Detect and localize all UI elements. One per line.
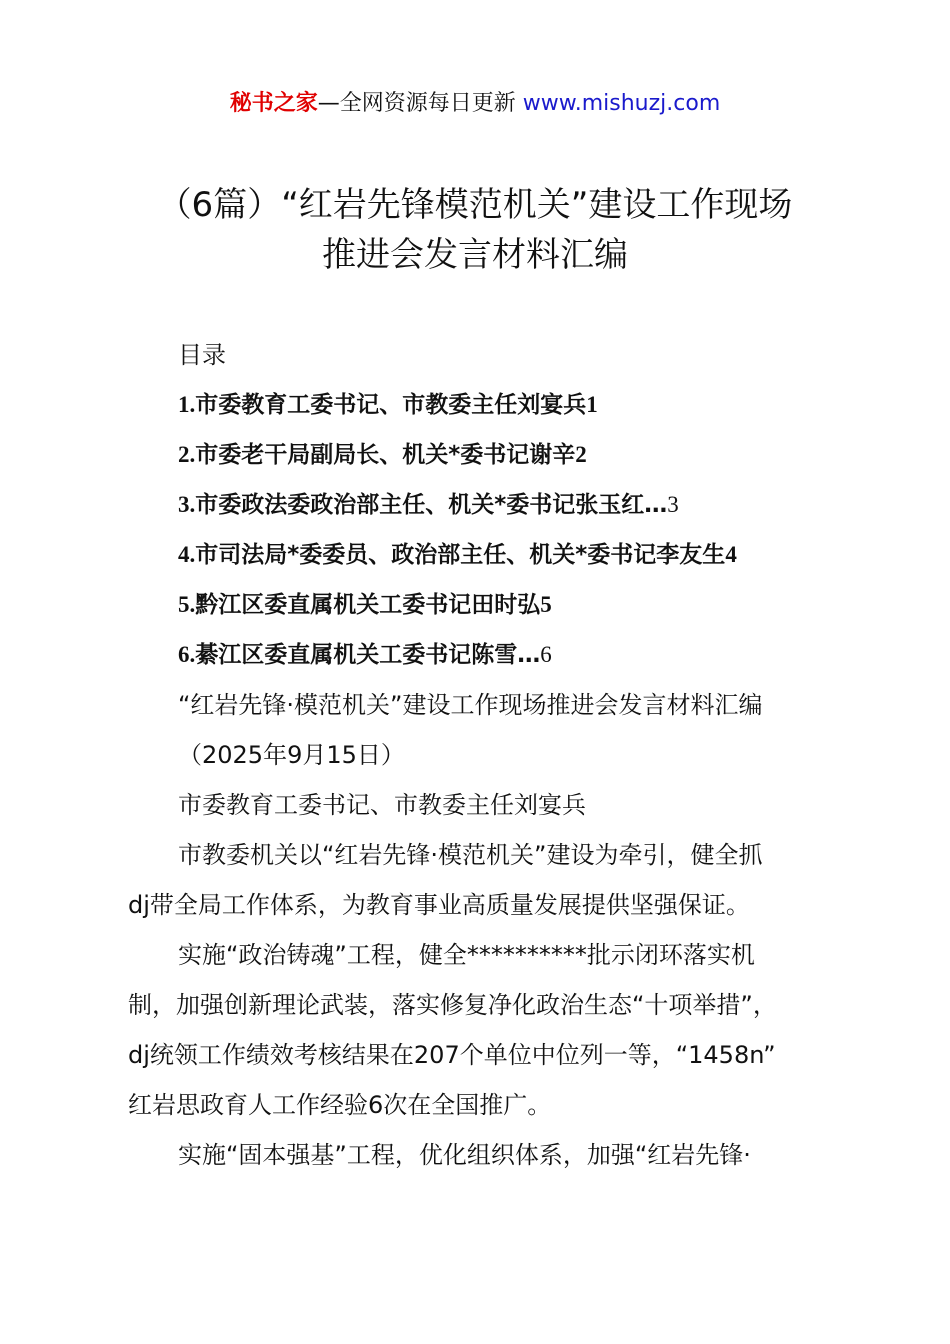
site-tagline: —全网资源每日更新: [317, 91, 516, 116]
paragraph-2-line-2: 制，加强创新理论武装，落实修复净化政治生态“十项举措”，: [128, 991, 777, 1019]
body-speaker: 市委教育工委书记、市教委主任刘宴兵: [178, 791, 586, 819]
site-url-link[interactable]: www.mishuzj.com: [522, 91, 721, 116]
toc-item-text: 市委政法委政治部主任、机关*委书记张玉红…: [195, 492, 668, 518]
toc-item-page: 1: [586, 392, 598, 417]
toc-item-text: 黔江区委直属机关工委书记田时弘: [195, 592, 541, 618]
toc-item-number: 5.: [178, 592, 196, 617]
title-line-1: （6篇）“红岩先锋模范机关”建设工作现场: [157, 185, 793, 225]
paragraph-2-line-4: 红岩思政育人工作经验6次在全国推广。: [128, 1091, 552, 1119]
toc-item-number: 2.: [178, 442, 196, 467]
toc-item-page: 2: [575, 442, 587, 467]
toc-item[interactable]: [178, 480, 858, 530]
body-date: （2025年9月15日）: [178, 741, 405, 769]
toc-item-number: 1.: [178, 392, 196, 417]
toc-item-page: 5: [540, 592, 552, 617]
toc-label: 目录: [178, 341, 226, 369]
paragraph-2-line-1: 实施“政治铸魂”工程，健全**********批示闭环落实机: [178, 941, 755, 969]
paragraph-1-line-1: 市教委机关以“红岩先锋·模范机关”建设为牵引，健全抓: [178, 841, 763, 869]
paragraph-3-line-1: 实施“固本强基”工程，优化组织体系，加强“红岩先锋·: [178, 1141, 751, 1169]
toc-item[interactable]: [178, 530, 858, 580]
toc-item-text: 市司法局*委委员、政治部主任、机关*委书记李友生: [195, 542, 726, 568]
toc-item-page: 3: [667, 492, 679, 517]
toc-item[interactable]: [178, 380, 858, 430]
toc-item-page: 6: [540, 642, 552, 667]
body-doc-title: “红岩先锋·模范机关”建设工作现场推进会发言材料汇编: [178, 691, 763, 719]
toc-item-number: 3.: [178, 492, 196, 517]
site-header: [0, 88, 950, 120]
toc-item-text: 市委教育工委书记、市教委主任刘宴兵: [195, 392, 587, 418]
toc-item[interactable]: [178, 430, 858, 480]
toc-item-number: 4.: [178, 542, 196, 567]
document-title: [60, 180, 890, 280]
toc-item-page: 4: [725, 542, 737, 567]
site-name: 秘书之家: [229, 91, 318, 116]
toc-item[interactable]: [178, 630, 858, 680]
paragraph-2-line-3: dj统领工作绩效考核结果在207个单位中位列一等，“1458n”: [128, 1041, 776, 1069]
toc-item-text: 綦江区委直属机关工委书记陈雪…: [195, 642, 541, 668]
table-of-contents: [178, 380, 858, 680]
paragraph-1-line-2: dj带全局工作体系，为教育事业高质量发展提供坚强保证。: [128, 891, 750, 919]
toc-item[interactable]: [178, 580, 858, 630]
title-line-2: 推进会发言材料汇编: [322, 235, 628, 275]
toc-item-text: 市委老干局副局长、机关*委书记谢辛: [195, 442, 576, 468]
toc-item-number: 6.: [178, 642, 196, 667]
